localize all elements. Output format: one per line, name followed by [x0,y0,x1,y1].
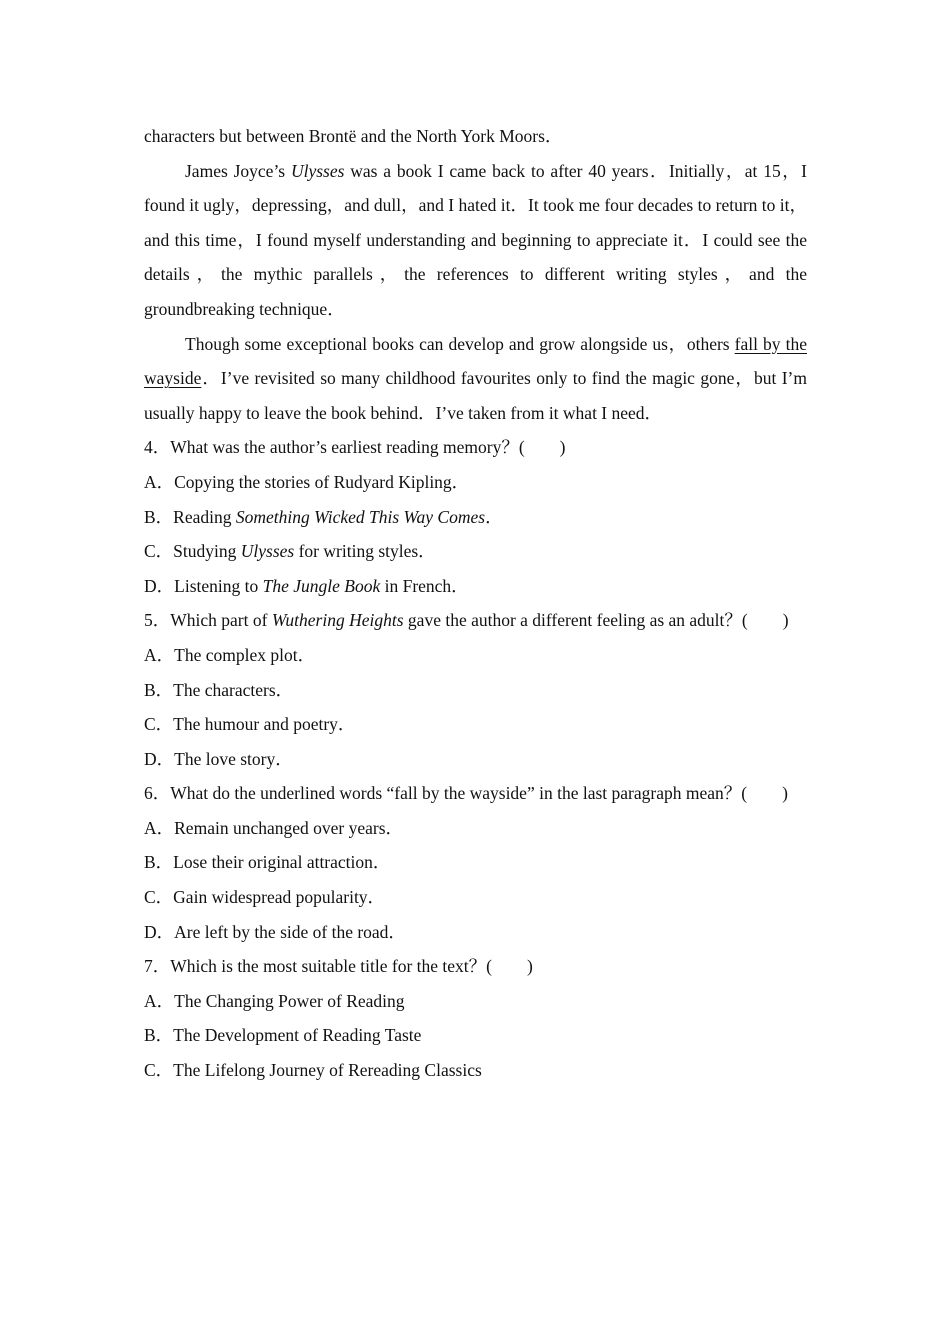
book-title: Ulysses [240,541,295,562]
option-text: for writing styles． [294,541,436,562]
book-title: Something Wicked This Way Comes [235,506,486,527]
book-title: Wuthering Heights [271,610,404,631]
book-title: Ulysses [290,160,345,181]
question-4-option-c [144,534,807,569]
question-5-option-d: D．The love story． [144,748,293,769]
question-7-stem: 7．Which is the most suitable title for the text？( ) [144,956,533,977]
question-7-option-b: B．The Development of Reading Taste [144,1025,422,1046]
question-5-option-b: B．The characters． [144,679,294,700]
paragraph-text: was a book I came back to after 40 years．Initially，at 15，I found it ugly，depressing，and dull，and I hated it．It took me four decades to return to it，and this time，I found myself understanding and beginning to appreciate it．I could see the details，the mythic parallels，the references to different writing styles，and the groundbreaking technique． [144,160,807,319]
question-7-option-c: C．The Lifelong Journey of Rereading Classics [144,1060,482,1081]
option-text: B．Reading [144,506,236,527]
question-6-option-d: D．Are left by the side of the road． [144,921,406,942]
option-text: in French． [380,575,469,596]
option-text: D．Listening to [144,575,263,596]
paragraph-text: James Joyce’s [185,160,291,181]
question-6-option-b: B．Lose their original attraction． [144,852,391,873]
option-text: C．Studying [144,541,241,562]
passage-paragraph-ulysses [144,154,807,327]
underlined-phrase: fall by the wayside [144,333,807,389]
passage-paragraph-wayside [144,327,807,431]
question-6-option-c: C．Gain widespread popularity． [144,887,386,908]
question-4-option-d [144,569,807,604]
question-4-option-b [144,500,807,535]
paragraph-text: Though some exceptional books can develop and grow alongside us，others [185,333,735,354]
question-4-option-a: A．Copying the stories of Rudyard Kipling． [144,471,470,492]
question-5-option-c: C．The humour and poetry． [144,714,356,735]
book-title: The Jungle Book [262,575,381,596]
passage-paragraph-continued: characters but between Brontë and the North York Moors． [144,126,563,146]
question-7-option-a: A．The Changing Power of Reading [144,990,405,1011]
question-6-stem: 6．What do the underlined words “fall by the wayside” in the last paragraph mean？( ) [144,783,788,804]
document-page [144,119,807,1088]
question-5-stem [144,603,807,638]
question-4-stem: 4．What was the author’s earliest reading memory？( ) [144,437,566,458]
option-text: ． [485,506,503,527]
question-6-option-a: A．Remain unchanged over years． [144,817,404,838]
question-text: 5．Which part of [144,610,272,631]
question-text: gave the author a different feeling as an adult？( ) [403,610,789,631]
question-5-option-a: A．The complex plot． [144,644,316,665]
paragraph-text: ．I’ve revisited so many childhood favourites only to find the magic gone，but I’m usually happy to leave the book behind．I’ve taken from it what I need． [144,368,807,423]
